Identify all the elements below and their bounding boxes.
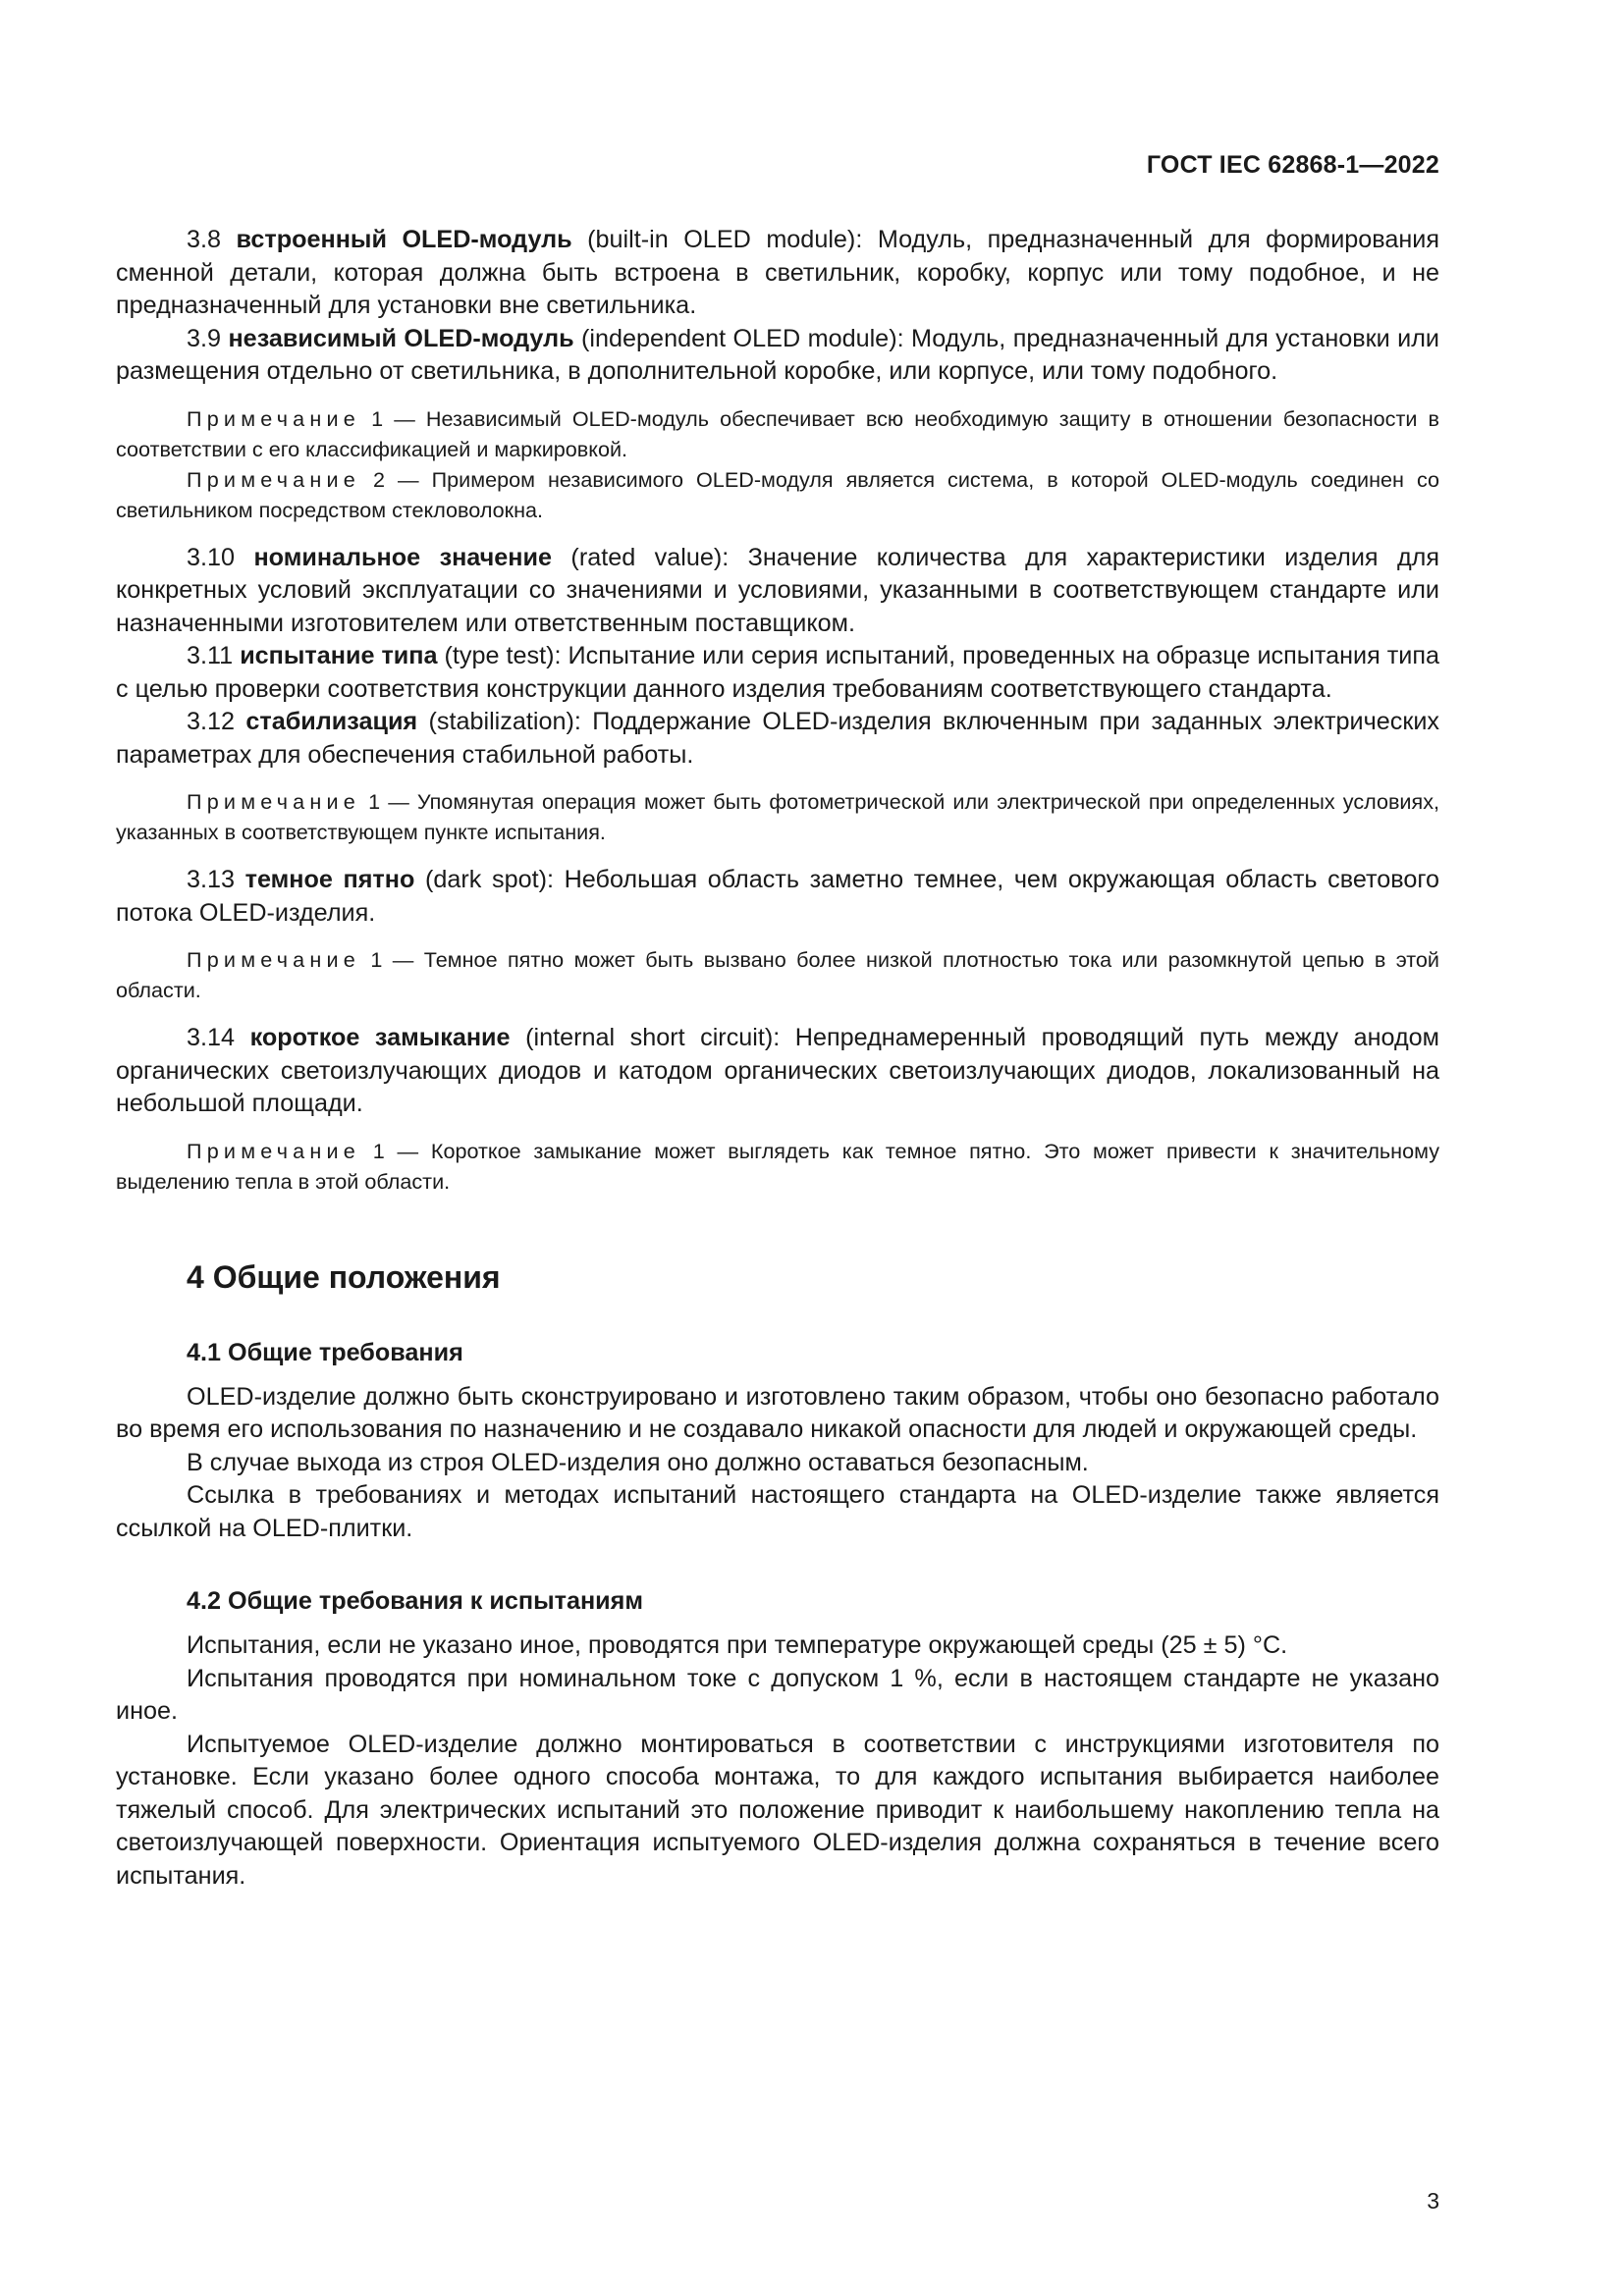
paragraph: Испытуемое OLED-изделие должно монтироваться в соответствии с инструкциями изготовителя по установке. Если указано более одного способа монтажа, то для каждого испытания выбирается наиболее тяжелый способ. Для электрических испытаний это положение приводит к наибольшему накоплению тепла на светоизлучающей поверхности. Ориентация испытуемого OLED-изделия должна сохраняться в течение всего испытания. (116, 1730, 1439, 1890)
note-3-14-1: Примечание 1 — Короткое замыкание может выглядеть как темное пятно. Это может привести к значительному выделению тепла в этой области. (116, 1138, 1439, 1194)
term-name: номинальное значение (253, 543, 553, 571)
term-3-12: 3.12 стабилизация (stabilization): Поддержание OLED-изделия включенным при заданных электрических параметрах для обеспечения стабильной работы. (116, 708, 1440, 769)
paragraph: В случае выхода из строя OLED-изделия оно должно оставаться безопасным. (187, 1448, 1089, 1476)
term-name: независимый OLED-модуль (228, 324, 574, 352)
subsection-heading-4-1: 4.1 Общие требования (187, 1338, 463, 1366)
note-3-12-1: Примечание 1 — Упомянутая операция может быть фотометрической или электрической при определенных условиях, указанных в соответствующем пункте испытания. (116, 789, 1439, 844)
term-3-13: 3.13 темное пятно (dark spot): Небольшая область заметно темнее, чем окружающая область светового потока OLED-изделия. (116, 866, 1439, 927)
term-name: стабилизация (245, 708, 418, 735)
paragraph: Ссылка в требованиях и методах испытаний настоящего стандарта на OLED-изделие также является ссылкой на OLED-плитки. (116, 1481, 1439, 1542)
term-name: испытание типа (240, 642, 438, 669)
term-name: темное пятно (244, 866, 415, 893)
note-3-9-2: Примечание 2 — Примером независимого OLED-модуля является система, в которой OLED-модуль соединен со светильником посредством стекловолокна. (116, 466, 1439, 522)
page-content (116, 224, 1439, 1893)
page-number: 3 (1427, 2188, 1439, 2214)
note-3-9-1: Примечание 1 — Независимый OLED-модуль обеспечивает всю необходимую защиту в отношении безопасности в соответствии с его классификацией и маркировкой. (116, 405, 1439, 461)
document-code-header: ГОСТ IEC 62868-1—2022 (1146, 151, 1439, 179)
term-3-11: 3.11 испытание типа (type test): Испытание или серия испытаний, проведенных на образце испытания типа с целью проверки соответствия конструкции данного изделия требованиям соответствующего стандарта. (116, 642, 1440, 703)
term-3-8: 3.8 встроенный OLED-модуль (built-in OLED module): Модуль, предназначенный для формирования сменной детали, которая должна быть встроена в светильник, коробку, корпус или тому подобное, и не предназначенный для установки вне светильника. (116, 226, 1440, 319)
section-heading: 4 Общие положения (187, 1258, 501, 1295)
paragraph: Испытания проводятся при номинальном токе с допуском 1 %, если в настоящем стандарте не указано иное. (116, 1664, 1439, 1725)
term-3-9: 3.9 независимый OLED-модуль (independent OLED module): Модуль, предназначенный для установки или размещения отдельно от светильника, в дополнительной коробке, или корпусе, или тому подобного. (116, 324, 1439, 385)
paragraph: OLED-изделие должно быть сконструировано и изготовлено таким образом, чтобы оно безопасно работало во время его использования по назначению и не создавало никакой опасности для людей и окружающей среды. (116, 1382, 1439, 1443)
term-name: встроенный OLED-модуль (236, 226, 572, 253)
term-3-14: 3.14 короткое замыкание (internal short circuit): Непреднамеренный проводящий путь между анодом органических светоизлучающих диодов и катодом органических светоизлучающих диодов, локализованный на небольшой площади. (116, 1024, 1440, 1117)
term-name: короткое замыкание (249, 1024, 511, 1051)
paragraph: Испытания, если не указано иное, проводятся при температуре окружающей среды (25 ± 5) °С. (187, 1631, 1288, 1659)
subsection-heading-4-2: 4.2 Общие требования к испытаниям (187, 1587, 643, 1615)
note-3-13-1: Примечание 1 — Темное пятно может быть вызвано более низкой плотностью тока или разомкнутой цепью в этой области. (116, 947, 1439, 1002)
term-3-10: 3.10 номинальное значение (rated value): Значение количества для характеристики изделия для конкретных условий эксплуатации со значениями и условиями, указанными в соответствующем стандарте или назначенными изготовителем или ответственным поставщиком. (116, 543, 1439, 637)
